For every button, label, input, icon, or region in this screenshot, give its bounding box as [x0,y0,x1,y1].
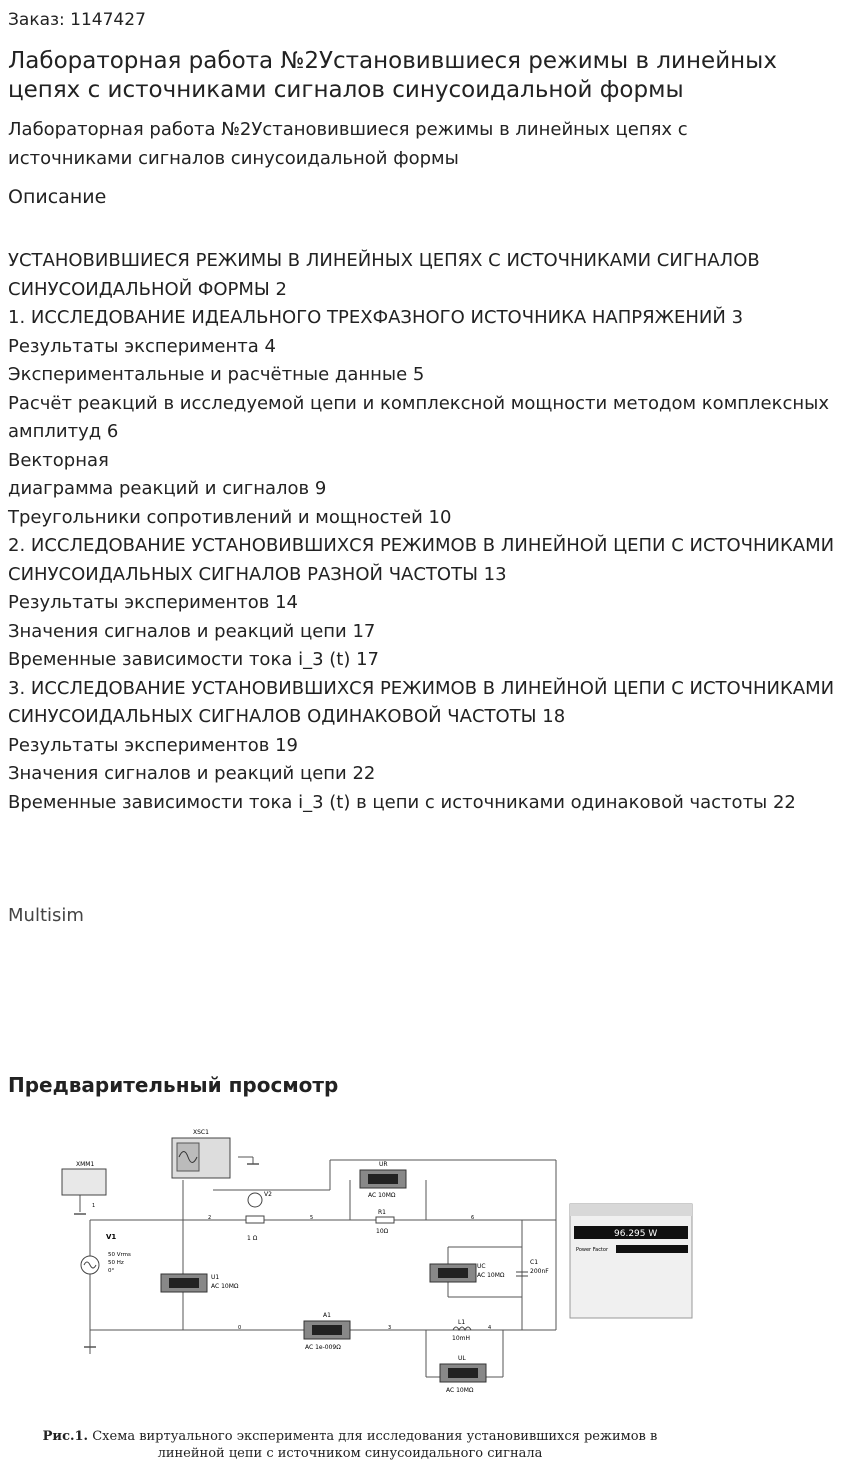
wattmeter-panel [570,1204,692,1318]
r1-value: 10Ω [376,1228,389,1235]
node-label: 3 [388,1325,392,1331]
toc-item: Временные зависимости тока i_3 (t) в цепи с источниками одинаковой частоты 22 [8,791,796,813]
toc-item: Результаты экспериментов 19 [8,734,298,756]
v2-gain: 1 Ω [247,1235,258,1242]
toc-item: 2. ИССЛЕДОВАНИЕ УСТАНОВИВШИХСЯ РЕЖИМОВ В ЛИНЕЙНОЙ ЦЕПИ С ИСТОЧНИКАМИ СИНУСОИДАЛЬНЫХ СИГНАЛОВ РАЗНОЙ ЧАСТОТЫ 13 [8,535,835,585]
ur-mode: AC 10MΩ [368,1192,396,1199]
node-label: 4 [488,1325,492,1331]
figure-caption [40,1428,660,1462]
node-label: 5 [310,1215,314,1221]
uc-label: UC [477,1263,486,1270]
toc-item: УСТАНОВИВШИЕСЯ РЕЖИМЫ В ЛИНЕЙНЫХ ЦЕПЯХ С ИСТОЧНИКАМИ СИГНАЛОВ СИНУСОИДАЛЬНОЙ ФОРМЫ 2 [8,250,760,300]
ur-label: UR [379,1161,388,1168]
toc-item: Расчёт реакций в исследуемой цепи и комплексной мощности методом комплексных амплитуд 6 [8,392,830,442]
v2-label: V2 [264,1191,272,1198]
u1-label: U1 [211,1274,220,1281]
preview-heading: Предварительный просмотр [8,1073,339,1097]
xmm-label: XMM1 [76,1161,95,1168]
node-label: 1 [92,1203,96,1209]
toc-item: Экспериментальные и расчётные данные 5 [8,364,425,385]
toc-item: Временные зависимости тока i_3 (t) 17 [8,649,379,670]
v1-frequency: 50 Hz [108,1260,124,1266]
toc-item: 3. ИССЛЕДОВАНИЕ УСТАНОВИВШИХСЯ РЕЖИМОВ В ЛИНЕЙНОЙ ЦЕПИ С ИСТОЧНИКАМИ СИНУСОИДАЛЬНЫХ СИГНАЛОВ ОДИНАКОВОЙ ЧАСТОТЫ 18 [8,677,835,727]
description-heading: Описание [8,186,107,208]
c1-value: 200nF [530,1268,549,1275]
a1-mode: AC 1e-009Ω [305,1344,341,1351]
ul-label: UL [458,1355,466,1362]
v1-label: V1 [106,1233,117,1241]
page-title: Лабораторная работа №2Установившиеся режимы в линейных цепях с источниками сигналов синусоидальной формы [8,48,777,103]
a1-label: A1 [323,1312,331,1319]
toc-item: Векторная [8,449,109,471]
caption-label: Рис.1. [42,1429,89,1444]
uc-mode: AC 10MΩ [477,1272,505,1279]
resistor-r1 [376,1217,394,1223]
software-tag[interactable]: Multisim [8,905,84,926]
l1-value: 10mH [452,1335,470,1342]
power-factor-label: Power Factor [576,1247,609,1253]
caption-text: Схема виртуального эксперимента для исследования установившихся режимов в линейной цепи с источником синусоидального сигнала [92,1429,658,1461]
node-label: 2 [208,1215,212,1221]
c1-label: C1 [530,1259,539,1266]
toc-item: Значения сигналов и реакций цепи 17 [8,620,376,642]
toc-item: Результаты эксперимента 4 [8,335,276,357]
circuit-schematic [48,1122,708,1422]
ul-mode: AC 10MΩ [446,1387,474,1394]
node-label: 0 [238,1325,242,1331]
toc-item: Треугольники сопротивлений и мощностей 10 [8,506,452,528]
toc-item: 1. ИССЛЕДОВАНИЕ ИДЕАЛЬНОГО ТРЕХФАЗНОГО ИСТОЧНИКА НАПРЯЖЕНИЙ 3 [8,307,744,328]
order-number: Заказ: 1147427 [8,10,146,30]
toc-item: Результаты экспериментов 14 [8,592,298,613]
u1-mode: AC 10MΩ [211,1283,239,1290]
v1-voltage: 50 Vrms [108,1252,131,1258]
table-of-contents [8,247,838,817]
wattmeter-reading: 96.295 W [614,1229,658,1239]
l1-label: L1 [458,1319,466,1326]
xsc-label: XSC1 [193,1129,209,1136]
multimeter-xmm1 [62,1169,106,1195]
toc-item: диаграмма реакций и сигналов 9 [8,478,327,499]
page-subtitle: Лабораторная работа №2Установившиеся режимы в линейных цепях с источниками сигналов синусоидальной формы [8,119,688,169]
v1-phase: 0° [108,1268,115,1274]
current-probe-v2 [248,1193,262,1207]
toc-item: Значения сигналов и реакций цепи 22 [8,763,376,784]
r1-label: R1 [378,1209,386,1216]
node-label: 6 [471,1215,475,1221]
